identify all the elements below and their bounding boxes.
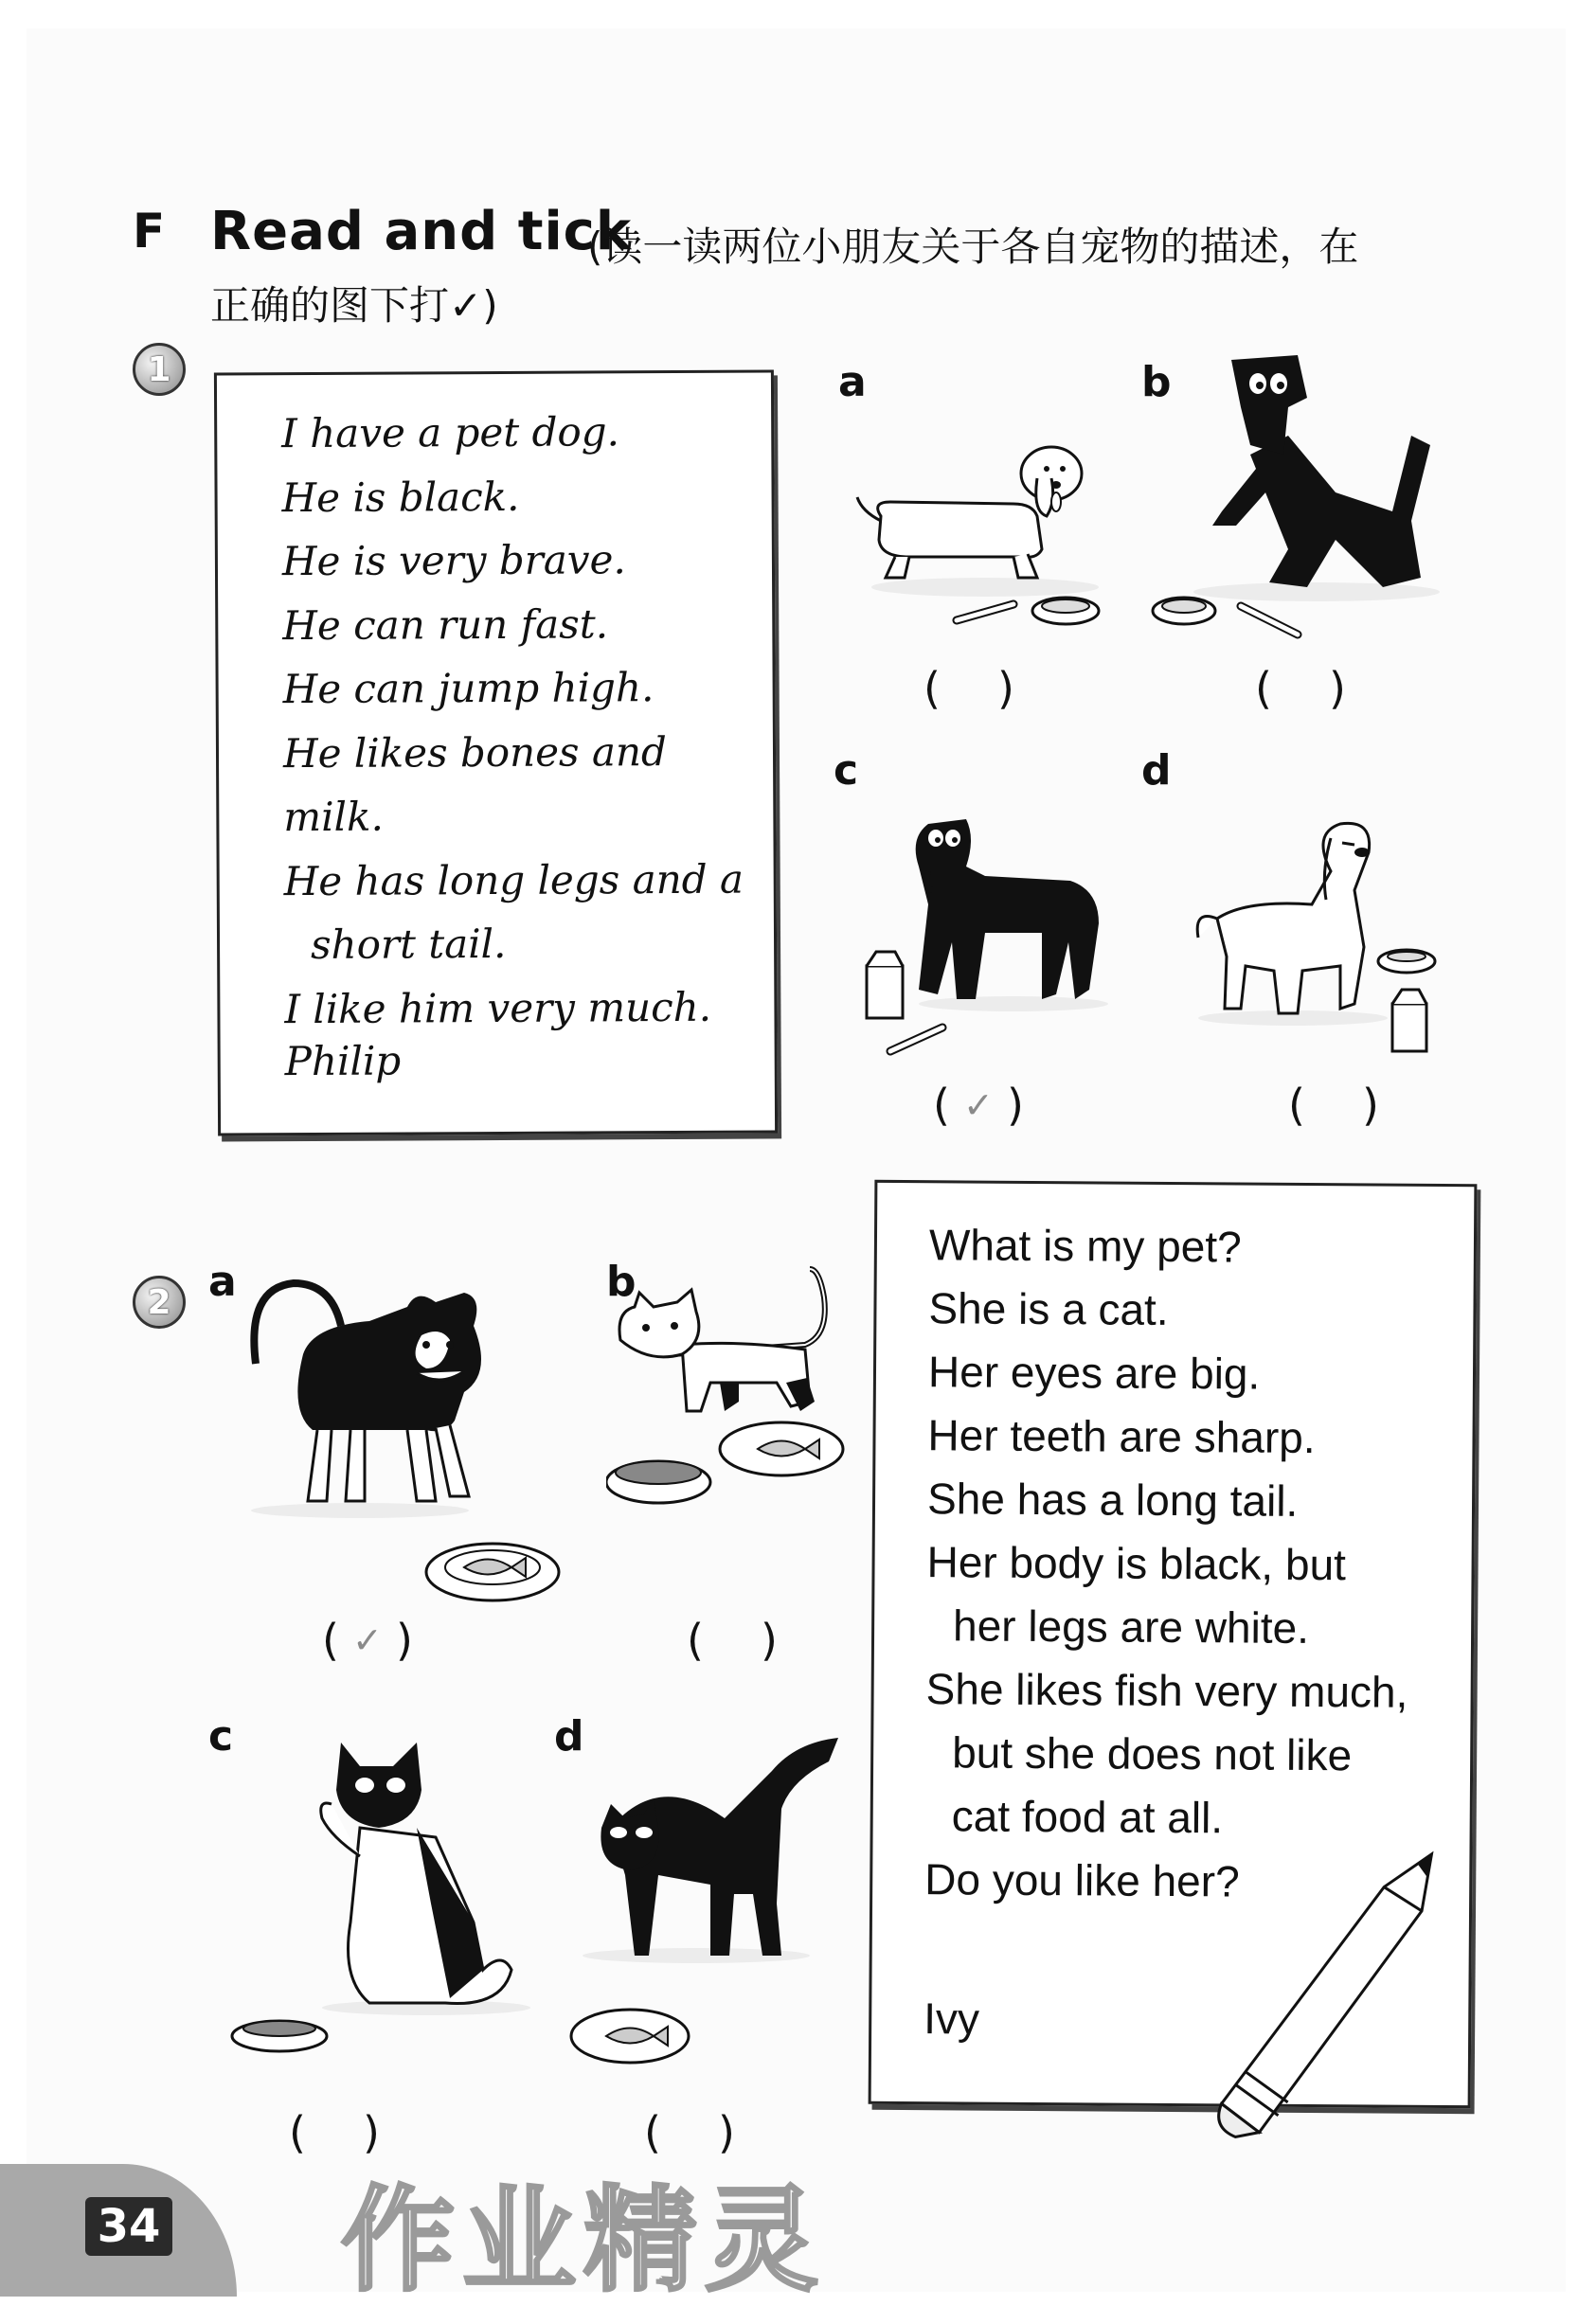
poem-line: He likes bones and milk. bbox=[282, 727, 667, 841]
option-letter-b: b bbox=[606, 1258, 637, 1306]
poem-line: Her body is black, but bbox=[926, 1537, 1347, 1590]
bracket-close: ) bbox=[1361, 1080, 1379, 1131]
bracket-close: ) bbox=[395, 1615, 413, 1666]
bracket-open: ( bbox=[289, 2107, 306, 2158]
instruction-line-2: 正确的图下打✓) bbox=[210, 282, 498, 329]
poem-line: short tail. bbox=[310, 920, 507, 969]
option-letter-a: a bbox=[208, 1258, 237, 1306]
signature-ivy: Ivy bbox=[924, 1993, 980, 2044]
bracket-open: ( bbox=[687, 1615, 704, 1666]
bracket-close: ) bbox=[1006, 1080, 1024, 1131]
sitting-cat-icon bbox=[227, 1733, 530, 2083]
bracket-open: ( bbox=[1288, 1080, 1305, 1131]
poem-line: He can jump high. bbox=[282, 664, 655, 713]
answer-box-1c[interactable] bbox=[933, 1080, 1024, 1131]
bracket-close: ) bbox=[996, 663, 1014, 714]
signature-philip: Philip bbox=[284, 1037, 402, 1085]
page-number: 34 bbox=[85, 2197, 172, 2256]
bracket-open: ( bbox=[644, 2107, 661, 2158]
bracket-close: ) bbox=[760, 1615, 778, 1666]
option-letter-d: d bbox=[554, 1712, 584, 1761]
poem-line: Her teeth are sharp. bbox=[927, 1410, 1316, 1463]
section-title: Read and tick bbox=[210, 201, 633, 262]
bracket-close: ) bbox=[362, 2107, 380, 2158]
bracket-open: ( bbox=[924, 663, 941, 714]
poem-line: I like him very much. bbox=[284, 983, 712, 1032]
black-cat-white-legs-icon bbox=[237, 1269, 578, 1610]
answer-box-1b[interactable] bbox=[1255, 663, 1346, 714]
option-letter-a: a bbox=[838, 358, 867, 406]
poem-line: her legs are white. bbox=[952, 1600, 1310, 1654]
answer-box-2b[interactable] bbox=[687, 1615, 778, 1666]
bracket-close: ) bbox=[1328, 663, 1346, 714]
poem-line: He has long legs and a bbox=[283, 855, 744, 904]
poem-line: She has a long tail. bbox=[926, 1474, 1299, 1526]
option-letter-c: c bbox=[208, 1712, 234, 1761]
poem-line: He can run fast. bbox=[282, 599, 609, 649]
cat-poem bbox=[924, 1213, 1411, 1915]
exercise-number-badge: 1 bbox=[133, 343, 186, 396]
poem-line: Her eyes are big. bbox=[927, 1347, 1261, 1399]
section-letter: F bbox=[133, 204, 166, 259]
poem-line: He is very brave. bbox=[281, 536, 626, 585]
answer-box-1a[interactable] bbox=[924, 663, 1014, 714]
poem-line: What is my pet? bbox=[928, 1220, 1242, 1272]
white-shaggy-dog-icon bbox=[1189, 814, 1454, 1070]
instruction-line-1: (读一读两位小朋友关于各自宠物的描述，在 bbox=[587, 223, 1359, 270]
bracket-open: ( bbox=[933, 1080, 950, 1131]
poem-line: I have a pet dog. bbox=[281, 408, 620, 457]
dog-poem bbox=[281, 399, 775, 1041]
dachshund-icon bbox=[852, 436, 1118, 653]
cat-description-card bbox=[869, 1180, 1478, 2108]
poem-line: He is black. bbox=[281, 473, 520, 521]
watermark: 作业精灵 bbox=[341, 2175, 826, 2307]
option-letter-c: c bbox=[834, 746, 859, 795]
tick-mark: ✓ bbox=[963, 1084, 994, 1126]
option-letter-b: b bbox=[1141, 358, 1172, 406]
answer-box-2a[interactable] bbox=[322, 1615, 413, 1666]
poem-line: but she does not like bbox=[952, 1727, 1353, 1780]
bracket-open: ( bbox=[322, 1615, 339, 1666]
dog-description-card bbox=[214, 369, 778, 1135]
exercise-number-badge: 2 bbox=[133, 1276, 186, 1329]
pencil-icon bbox=[1193, 1848, 1441, 2143]
black-standing-dog-icon bbox=[862, 800, 1118, 1065]
answer-box-1d[interactable] bbox=[1288, 1080, 1379, 1131]
bracket-open: ( bbox=[1255, 663, 1272, 714]
poem-line: cat food at all. bbox=[951, 1791, 1224, 1843]
black-sitting-dog-icon bbox=[1146, 350, 1449, 653]
bracket-close: ) bbox=[717, 2107, 735, 2158]
poem-line: She likes fish very much, bbox=[925, 1664, 1408, 1717]
tick-mark: ✓ bbox=[352, 1619, 383, 1661]
option-letter-d: d bbox=[1141, 746, 1172, 795]
poem-line: Do you like her? bbox=[924, 1854, 1240, 1906]
poem-line: She is a cat. bbox=[928, 1283, 1169, 1334]
arched-black-cat-icon bbox=[545, 1733, 848, 2102]
white-cat-icon bbox=[606, 1260, 852, 1544]
